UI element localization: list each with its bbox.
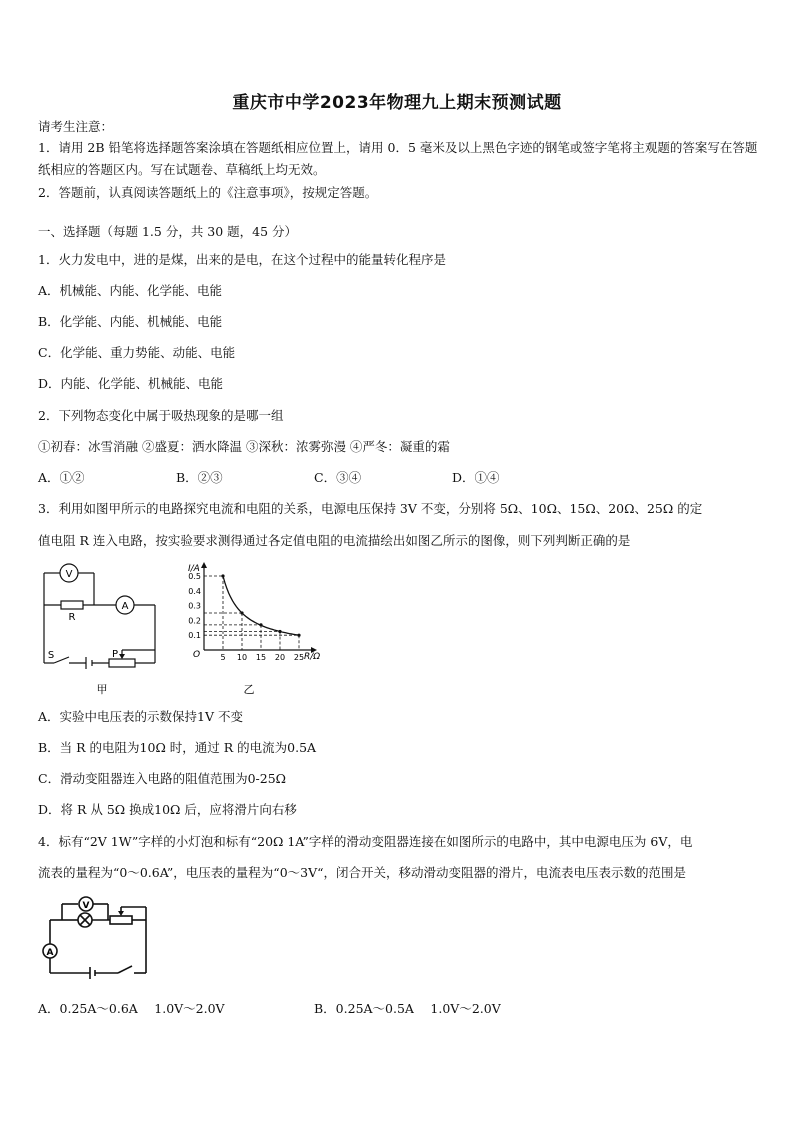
figure-caption-jia: 甲: [96, 683, 108, 696]
q2-option-b: B．②③: [176, 470, 223, 485]
chart-ytick-label: 0.3: [188, 601, 201, 611]
q3-option-a: A．实验中电压表的示数保持1V 不变: [38, 709, 243, 724]
chart-xtick-label: 15: [255, 653, 267, 662]
chart-point: [278, 630, 281, 633]
q3-stem-line-2: 值电阻 R 连入电路，按实验要求测得通过各定值电阻的电流描绘出如图乙所示的图像，则下列判断正确的是: [38, 533, 631, 548]
slider-label: P: [111, 649, 119, 660]
notice-heading: 请考生注意：: [38, 119, 114, 134]
q3-option-c: C．滑动变阻器连入电路的阻值范围为0-25Ω: [38, 771, 287, 786]
ammeter-label: A: [121, 601, 129, 612]
q4-option-b: B．0.25A～0.5A 1.0V～2.0V: [314, 1001, 501, 1016]
chart-ytick-label: 0.4: [188, 586, 201, 596]
q3-circuit-figure-jia: [36, 560, 166, 696]
figure-caption-yi: 乙: [243, 683, 255, 696]
q3-option-b: B．当 R 的电阻为10Ω 时，通过 R 的电流为0.5A: [38, 740, 317, 755]
chart-ytick-label: 0.1: [188, 631, 201, 641]
q4-stem-line-1: 4．标有“2V 1W”字样的小灯泡和标有“20Ω 1A”字样的滑动变阻器连接在如图所示的电路中，其中电源电压为 6V，电: [38, 834, 693, 849]
chart-point: [221, 574, 224, 577]
q1-option-a: A．机械能、内能、化学能、电能: [38, 283, 223, 298]
q3-graph-figure-yi: [182, 560, 328, 696]
chart-ytick-label: 0.5: [188, 572, 201, 581]
notice-item-1: 1．请用 2B 铅笔将选择题答案涂填在答题纸相应位置上，请用 0．5 毫米及以上黑色字迹的钢笔或签字笔将主观题的答案写在答题纸相应的答题区内。写在试题卷、草稿纸上均无效。: [38, 140, 758, 177]
q1-option-d: D．内能、化学能、机械能、电能: [38, 376, 224, 391]
chart-point: [259, 623, 262, 626]
q4-stem-line-2: 流表的量程为“0～0.6A”，电压表的量程为“0～3V“，闭合开关，移动滑动变阻器的滑片，电流表电压表示数的范围是: [38, 865, 687, 880]
q4-ammeter-label: A: [46, 948, 54, 958]
q3-option-d: D．将 R 从 5Ω 换成10Ω 后，应将滑片向右移: [38, 802, 297, 817]
chart-point: [297, 634, 300, 637]
chart-origin: O: [193, 650, 201, 660]
q4-circuit-figure: [38, 893, 154, 983]
chart-ylabel: I/A: [188, 564, 200, 574]
chart-xtick-label: 10: [236, 653, 248, 662]
chart-point: [240, 611, 243, 614]
chart-xlabel: R/Ω: [304, 652, 321, 662]
q4-option-a: A．0.25A～0.6A 1.0V～2.0V: [38, 1001, 225, 1016]
notice-item-2: 2．答题前，认真阅读答题纸上的《注意事项》，按规定答题。: [38, 185, 378, 200]
chart-xtick-label: 25: [293, 653, 305, 662]
q1-stem: 1．火力发电中，进的是煤，出来的是电，在这个过程中的能量转化程序是: [38, 252, 446, 267]
q1-option-b: B．化学能、内能、机械能、电能: [38, 314, 223, 329]
chart-y-arrow: [201, 562, 207, 568]
resistor-label: R: [68, 612, 76, 623]
voltmeter-label: V: [65, 569, 73, 580]
q3-stem-line-1: 3．利用如图甲所示的电路探究电流和电阻的关系，电源电压保持 3V 不变，分别将 5Ω、10Ω、15Ω、20Ω、25Ω 的定: [38, 501, 703, 516]
q2-stem: 2．下列物态变化中属于吸热现象的是哪一组: [38, 408, 284, 423]
q4-voltmeter-label: V: [82, 901, 90, 911]
q2-option-c: C．③④: [314, 470, 362, 485]
section-heading: 一、选择题（每题 1.5 分，共 30 题，45 分）: [38, 224, 298, 239]
q1-option-c: C．化学能、重力势能、动能、电能: [38, 345, 236, 360]
page-title: 重庆市中学2023年物理九上期末预测试题: [232, 93, 562, 113]
switch-label: S: [47, 650, 55, 661]
chart-xtick-label: 20: [274, 653, 286, 662]
q2-option-a: A．①②: [38, 470, 85, 485]
q2-option-d: D．①④: [452, 470, 500, 485]
chart-xtick-label: 5: [220, 653, 226, 662]
chart-ytick-label: 0.2: [188, 616, 201, 626]
q2-items: ①初春：冰雪消融 ②盛夏：洒水降温 ③深秋：浓雾弥漫 ④严冬：凝重的霜: [38, 439, 450, 454]
